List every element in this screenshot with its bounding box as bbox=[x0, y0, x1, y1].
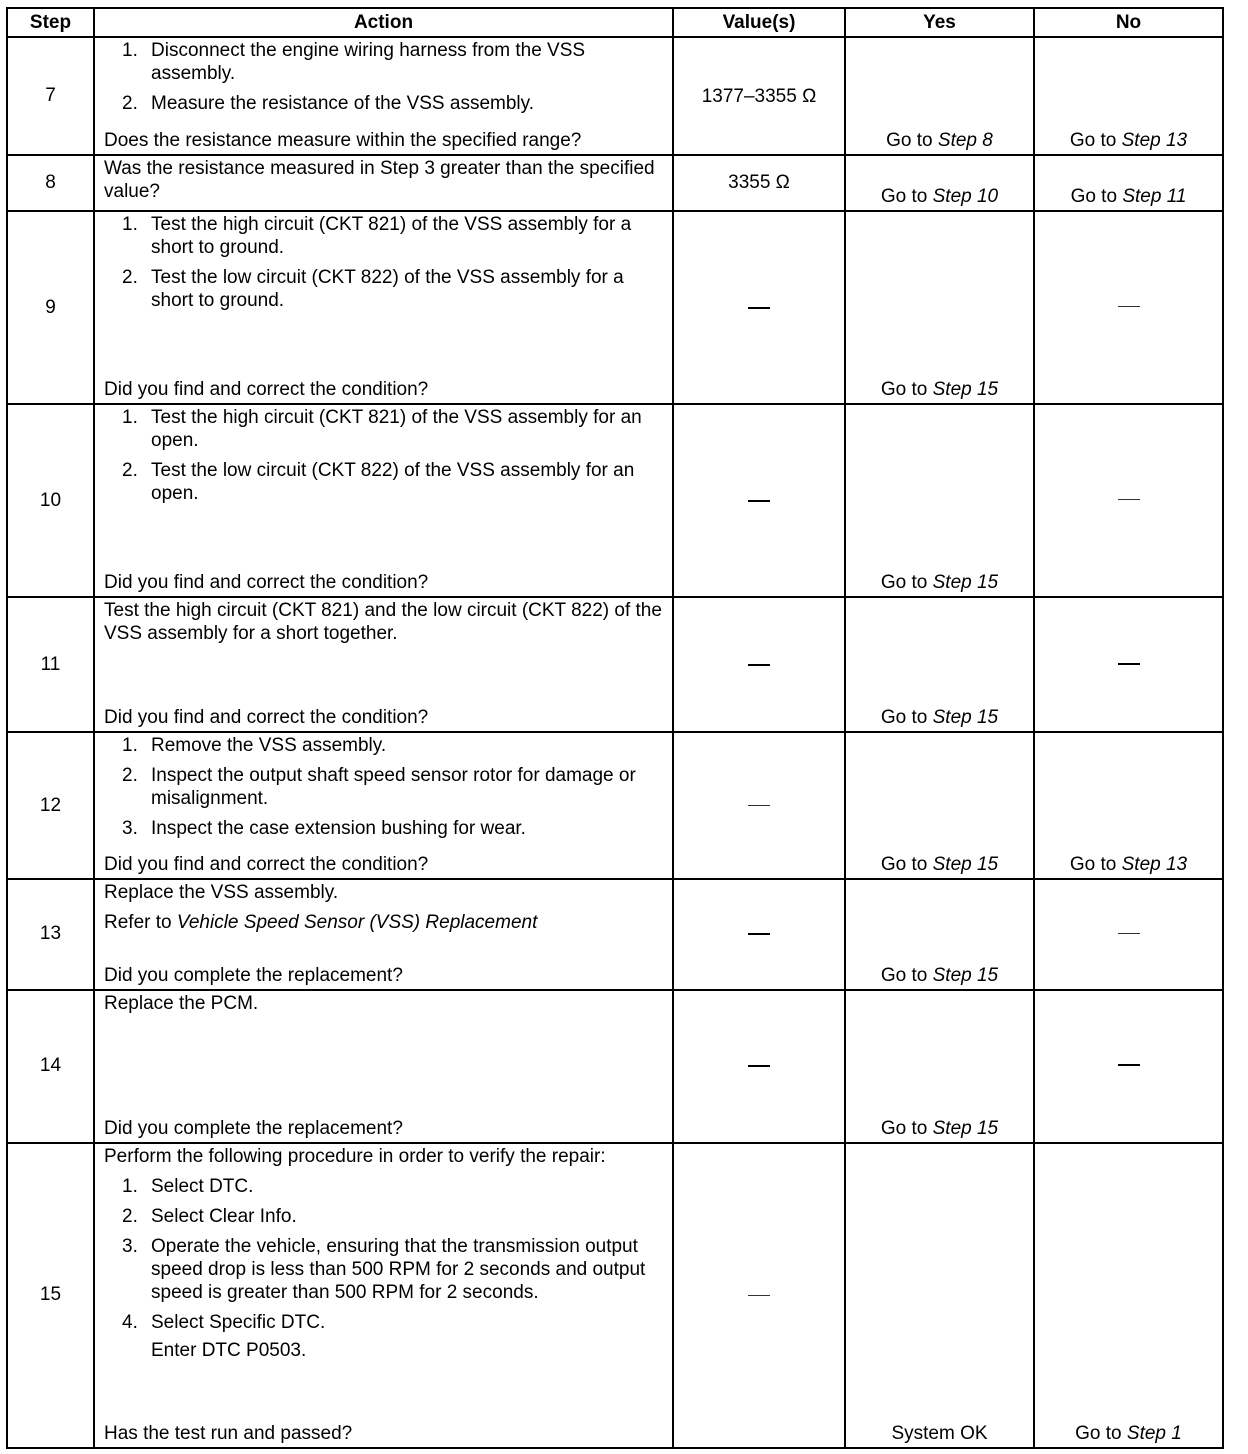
question: Did you find and correct the condition? bbox=[104, 853, 429, 875]
dash bbox=[748, 1295, 770, 1296]
no-cell bbox=[1034, 211, 1223, 404]
yes-cell: System OK bbox=[845, 1143, 1034, 1448]
yes-cell: Go to Step 15 bbox=[845, 597, 1034, 732]
header-yes: Yes bbox=[845, 8, 1034, 37]
list-item: 1. Select DTC. bbox=[122, 1175, 254, 1197]
question: Did you complete the replacement? bbox=[104, 964, 403, 986]
table-row bbox=[7, 597, 1223, 732]
list-item: 3. Operate the vehicle, ensuring that the transmission output speed drop is less than 500 RPM for 2 seconds and output speed is greater than 500 RPM for 2 seconds. bbox=[122, 1235, 646, 1303]
list-item: 2. Inspect the output shaft speed sensor rotor for damage or misalignment. bbox=[122, 765, 636, 810]
sub-step-text: Enter DTC P0503. bbox=[151, 1339, 307, 1361]
no-cell bbox=[1034, 597, 1223, 732]
dash bbox=[1118, 933, 1140, 934]
action-text: Test the high circuit (CKT 821) and the low circuit (CKT 822) of the VSS assembly for a short together. bbox=[104, 600, 662, 645]
yes-cell: Go to Step 15 bbox=[845, 404, 1034, 597]
list-item: 1. Test the high circuit (CKT 821) of the VSS assembly for an open. bbox=[122, 407, 642, 452]
no-cell: Go to Step 13 bbox=[1034, 732, 1223, 878]
table-row bbox=[7, 37, 1223, 155]
value-cell: 1377–3355 Ω bbox=[673, 37, 845, 155]
question: Did you complete the replacement? bbox=[104, 1117, 403, 1139]
action-cell bbox=[94, 37, 673, 155]
value-cell: 3355 Ω bbox=[673, 155, 845, 211]
dash bbox=[1118, 1064, 1140, 1066]
list-item: 1. Test the high circuit (CKT 821) of the VSS assembly for a short to ground. bbox=[122, 214, 632, 259]
no-cell: Go to Step 13 bbox=[1034, 37, 1223, 155]
step-number: 9 bbox=[7, 211, 94, 404]
diagnostic-table bbox=[6, 7, 1224, 1449]
no-cell: Go to Step 1 bbox=[1034, 1143, 1223, 1448]
step-number: 8 bbox=[7, 155, 94, 211]
dash bbox=[748, 933, 770, 935]
action-text: Replace the VSS assembly. bbox=[104, 881, 339, 903]
yes-cell: Go to Step 15 bbox=[845, 990, 1034, 1143]
action-cell bbox=[94, 1143, 673, 1448]
value-cell bbox=[673, 211, 845, 404]
list-item: 2. Test the low circuit (CKT 822) of the VSS assembly for an open. bbox=[122, 460, 635, 505]
question: Did you find and correct the condition? bbox=[104, 707, 429, 729]
question: Has the test run and passed? bbox=[104, 1423, 353, 1444]
yes-cell: Go to Step 10 bbox=[845, 155, 1034, 211]
list-item: 2. Test the low circuit (CKT 822) of the VSS assembly for a short to ground. bbox=[122, 267, 624, 312]
step-number: 7 bbox=[7, 37, 94, 155]
table-row bbox=[7, 1143, 1223, 1448]
dash bbox=[748, 500, 770, 502]
dash bbox=[1118, 663, 1140, 665]
table-row bbox=[7, 155, 1223, 211]
action-cell bbox=[94, 597, 673, 732]
dash bbox=[1118, 306, 1140, 307]
header-row bbox=[7, 8, 1223, 37]
action-text: Replace the PCM. bbox=[104, 992, 259, 1014]
action-cell bbox=[94, 211, 673, 404]
list-item: 4. Select Specific DTC. bbox=[122, 1311, 326, 1333]
header-no: No bbox=[1034, 8, 1223, 37]
value-cell bbox=[673, 732, 845, 878]
value-cell bbox=[673, 1143, 845, 1448]
step-number: 15 bbox=[7, 1143, 94, 1448]
dash bbox=[748, 1065, 770, 1067]
dash bbox=[748, 307, 770, 309]
no-cell: Go to Step 11 bbox=[1034, 155, 1223, 211]
header-action: Action bbox=[94, 8, 673, 37]
table-row bbox=[7, 732, 1223, 878]
value-cell bbox=[673, 404, 845, 597]
table-row bbox=[7, 211, 1223, 404]
no-cell bbox=[1034, 404, 1223, 597]
question: Did you find and correct the condition? bbox=[104, 379, 429, 401]
dash bbox=[748, 664, 770, 666]
header-values: Value(s) bbox=[673, 8, 845, 37]
list-item: 1. Remove the VSS assembly. bbox=[122, 735, 387, 757]
question: Does the resistance measure within the specified range? bbox=[104, 130, 582, 152]
table-row bbox=[7, 990, 1223, 1143]
dash bbox=[1118, 499, 1140, 500]
no-cell bbox=[1034, 990, 1223, 1143]
step-number: 12 bbox=[7, 732, 94, 878]
table-row bbox=[7, 879, 1223, 990]
list-item: 2. Select Clear Info. bbox=[122, 1205, 297, 1227]
refer-text: Refer to Vehicle Speed Sensor (VSS) Replacement bbox=[104, 911, 538, 933]
question: Did you find and correct the condition? bbox=[104, 572, 429, 594]
table-row bbox=[7, 404, 1223, 597]
yes-cell: Go to Step 15 bbox=[845, 732, 1034, 878]
value-cell bbox=[673, 879, 845, 990]
step-number: 14 bbox=[7, 990, 94, 1143]
list-item: 1. Disconnect the engine wiring harness from the VSS assembly. bbox=[122, 40, 586, 84]
action-text: Perform the following procedure in order to verify the repair: bbox=[104, 1145, 606, 1167]
value-cell bbox=[673, 990, 845, 1143]
value-cell bbox=[673, 597, 845, 732]
yes-cell: Go to Step 8 bbox=[845, 37, 1034, 155]
yes-cell: Go to Step 15 bbox=[845, 211, 1034, 404]
dash bbox=[748, 805, 770, 806]
step-number: 11 bbox=[7, 597, 94, 732]
action-cell bbox=[94, 155, 673, 211]
action-cell bbox=[94, 990, 673, 1143]
no-cell bbox=[1034, 879, 1223, 990]
yes-cell: Go to Step 15 bbox=[845, 879, 1034, 990]
header-step: Step bbox=[7, 8, 94, 37]
action-cell bbox=[94, 732, 673, 878]
step-number: 13 bbox=[7, 879, 94, 990]
list-item: 3. Inspect the case extension bushing for wear. bbox=[122, 818, 526, 840]
list-item: 2. Measure the resistance of the VSS assembly. bbox=[122, 93, 534, 114]
step-number: 10 bbox=[7, 404, 94, 597]
action-cell bbox=[94, 879, 673, 990]
action-cell bbox=[94, 404, 673, 597]
action-text: Was the resistance measured in Step 3 greater than the specified value? bbox=[104, 158, 655, 203]
